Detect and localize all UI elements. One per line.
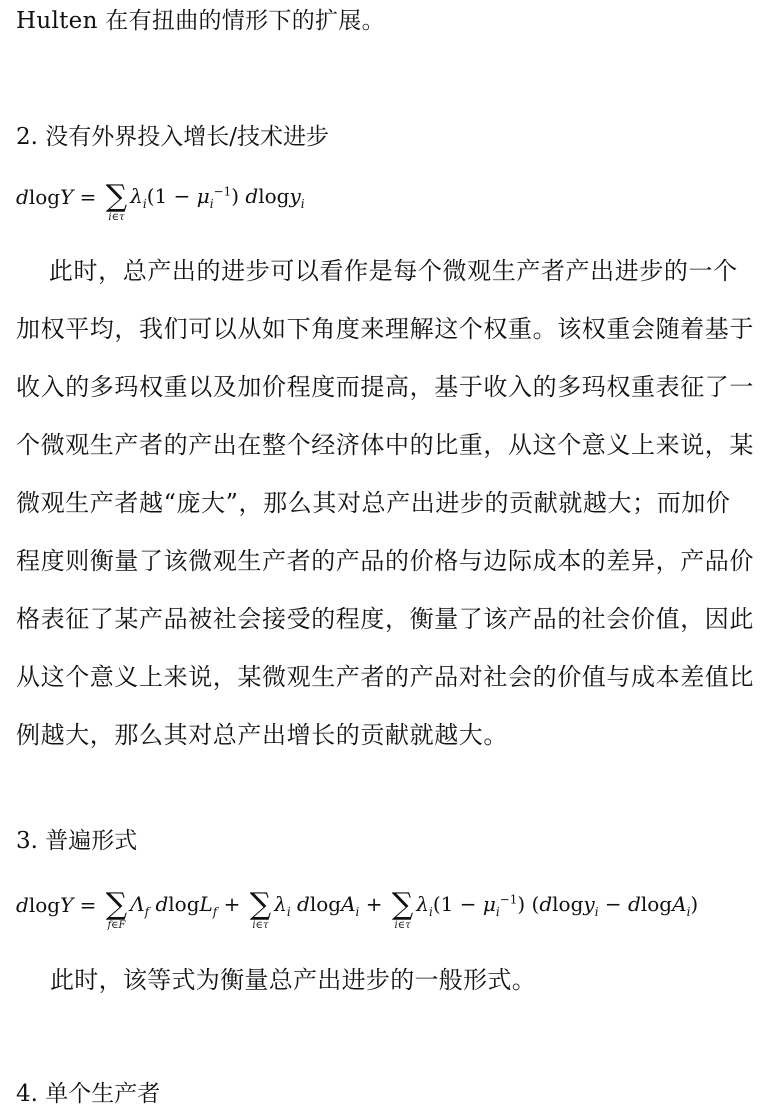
paragraph-line: 微观生产者越“庞大”，那么其对总产出进步的贡献就越大；而加价 [16,489,731,517]
paragraph-line: 程度则衡量了该微观生产者的产品的价格与边际成本的差异，产品价 [16,547,754,575]
formula-no-external-input: dlogY = ∑ i∈τ $\lambda_i(1 - \mu_i^{-1})$ dlogy$_i$ [16,179,305,223]
paragraph-line: 从这个意义上来说，某微观生产者的产品对社会的价值与成本差值比 [16,663,754,691]
paragraph-line: 个微观生产者的产出在整个经济体中的比重，从这个意义上来说，某 [16,431,754,459]
paragraph-line: 加权平均，我们可以从如下角度来理解这个权重。该权重会随着基于 [16,315,754,343]
paragraph-line: 此时，总产出的进步可以看作是每个微观生产者产出进步的一个 [16,257,738,285]
paragraph-line: 格表征了某产品被社会接受的程度，衡量了该产品的社会价值，因此 [16,605,754,633]
intro-text: Hulten 在有扭曲的情形下的扩展。 [16,8,385,34]
section-2-heading: 2. 没有外界投入增长/技术进步 [16,124,330,150]
section-4-heading: 4. 单个生产者 [16,1081,161,1107]
section-3-note: 此时，该等式为衡量总产出进步的一般形式。 [50,966,536,994]
paragraph-line: 收入的多玛权重以及加价程度而提高，基于收入的多玛权重表征了一 [16,373,754,401]
section-3-heading: 3. 普遍形式 [16,828,138,854]
paragraph-line: 例越大，那么其对总产出增长的贡献就越大。 [16,721,508,749]
formula-general-form: dlogY = ∑ f∈F $\Lambda_f$ dlogL$_f$ + ∑ i∈τ $\lambda_i$ dlogA$_i$ + ∑ i∈τ $\lambda_i(1 - \mu_i^{-1}) (dlogy_i - dlogA_i)$ [16,887,699,931]
section-2-paragraph [16,242,766,764]
